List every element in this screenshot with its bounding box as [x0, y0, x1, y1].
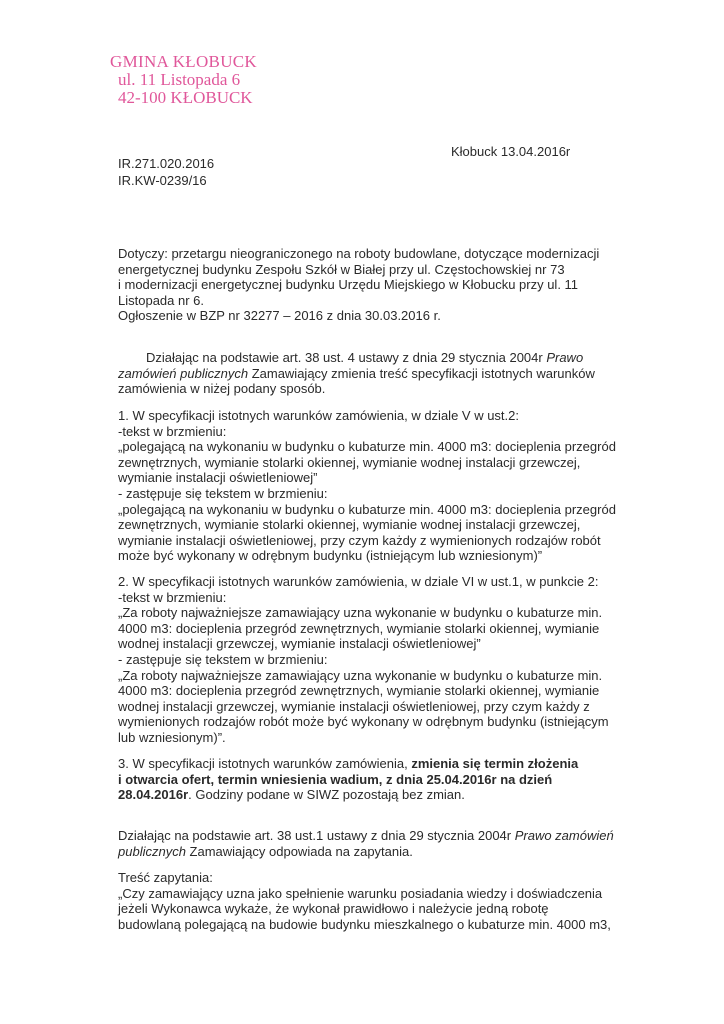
stamp-line-3: 42-100 KŁOBUCK	[118, 88, 253, 107]
question-line: „Czy zamawiający uzna jako spełnienie warunku posiadania wiedzy i doświadczenia	[118, 885, 603, 901]
subject-line: Dotyczy: przetargu nieograniczonego na roboty budowlane, dotyczące modernizacji	[118, 246, 600, 261]
point-2-line: wodnej instalacji grzewczej, wymianie instalacji oświetleniowej, przy czym każdy z	[118, 698, 590, 714]
point-2-paragraph	[118, 574, 638, 746]
point-1-line: zewnętrznych, wymianie stolarki okiennej, wymianie wodnej instalacji grzewczej,	[118, 454, 581, 470]
question-paragraph	[118, 870, 638, 932]
point-1-line: zewnętrznych, wymianie stolarki okiennej, wymianie wodnej instalacji grzewczej,	[118, 517, 581, 533]
question-line: budowlaną polegającą na budowie budynku mieszkalnego o kubaturze min. 4000 m3,	[118, 916, 611, 932]
point-1-paragraph	[118, 408, 638, 564]
point-3-emphasis: 28.04.2016r	[118, 787, 189, 803]
point-3-paragraph	[118, 756, 638, 803]
answer-line	[118, 828, 638, 844]
point-1-line: - zastępuje się tekstem w brzmieniu:	[118, 485, 328, 501]
point-2-line: „Za roboty najważniejsze zamawiający uzna wykonanie w budynku o kubaturze min.	[118, 605, 603, 621]
answer-paragraph	[118, 828, 638, 859]
stamp-line-2: ul. 11 Listopada 6	[118, 70, 241, 89]
point-2-line: wymienionych rodzajów robót może być wykonany w odrębnym budynku (istniejącym	[118, 714, 609, 730]
intro-act-title: zamówień publicznych	[118, 365, 249, 381]
subject-line: energetycznej budynku Zespołu Szkół w Białej przy ul. Częstochowskiej nr 73	[118, 261, 565, 277]
intro-act-title: Prawo	[546, 350, 584, 365]
subject-line: Ogłoszenie w BZP nr 32277 – 2016 z dnia 30.03.2016 r.	[118, 308, 441, 324]
point-2-line: 2. W specyfikacji istotnych warunków zamówienia, w dziale VI w ust.1, w punkcie 2:	[118, 574, 599, 589]
reference-number-2: IR.KW-0239/16	[118, 173, 207, 188]
point-1-line: „polegającą na wykonaniu w budynku o kubaturze min. 4000 m3: docieplenia przegród	[118, 501, 616, 517]
point-2-line: „Za roboty najważniejsze zamawiający uzna wykonanie w budynku o kubaturze min.	[118, 667, 603, 683]
municipality-stamp	[110, 53, 257, 107]
point-3-line	[118, 787, 638, 803]
intro-line	[118, 350, 638, 366]
point-3-text: . Godziny podane w SIWZ pozostają bez zmian.	[188, 787, 465, 803]
point-2-line: - zastępuje się tekstem w brzmieniu:	[118, 651, 328, 667]
point-2-line: 4000 m3: docieplenia przegród zewnętrznych, wymianie stolarki okiennej, wymianie	[118, 683, 600, 699]
subject-paragraph	[118, 246, 638, 324]
point-1-line: 1. W specyfikacji istotnych warunków zamówienia, w dziale V w ust.2:	[118, 408, 519, 423]
question-line: Treść zapytania:	[118, 870, 213, 885]
document-date: Kłobuck 13.04.2016r	[451, 144, 571, 159]
point-3-line	[118, 772, 638, 788]
point-1-line: „polegającą na wykonaniu w budynku o kubaturze min. 4000 m3: docieplenia przegród	[118, 439, 616, 455]
answer-act-title: Prawo zamówień	[514, 828, 614, 843]
point-2-line: -tekst w brzmieniu:	[118, 589, 227, 605]
point-3-emphasis: i otwarcia ofert, termin wniesienia wadium, z dnia 25.04.2016r na dzień	[118, 771, 553, 787]
point-2-line: lub wzniesionym)”.	[118, 729, 226, 745]
point-1-line: -tekst w brzmieniu:	[118, 423, 227, 439]
answer-line	[118, 844, 638, 860]
answer-text: Zamawiający odpowiada na zapytania.	[185, 843, 413, 859]
answer-text: Działając na podstawie art. 38 ust.1 ustawy z dnia 29 stycznia 2004r	[118, 828, 515, 843]
point-3-line	[118, 756, 638, 772]
intro-line: zamówienia w niżej podany sposób.	[118, 381, 326, 397]
point-2-line: 4000 m3: docieplenia przegród zewnętrznych, wymianie stolarki okiennej, wymianie	[118, 620, 600, 636]
question-line: jeżeli Wykonawca wykaże, że wykonał prawidłowo i należycie jedną robotę	[118, 901, 549, 917]
reference-number-1: IR.271.020.2016	[118, 156, 215, 171]
stamp-line-1: GMINA KŁOBUCK	[110, 52, 257, 71]
intro-paragraph	[118, 350, 638, 397]
point-1-line: wymianie instalacji oświetleniowej, przy czym każdy z wymienionych rodzajów robót	[118, 532, 601, 548]
intro-text: Działając na podstawie art. 38 ust. 4 ustawy z dnia 29 stycznia 2004r	[146, 350, 547, 365]
point-3-text: 3. W specyfikacji istotnych warunków zamówienia,	[118, 756, 412, 771]
answer-act-title: publicznych	[118, 843, 186, 859]
intro-text: Zamawiający zmienia treść specyfikacji istotnych warunków	[248, 365, 595, 381]
intro-line	[118, 366, 638, 382]
point-1-line: może być wykonany w odrębnym budynku (istniejącym lub wzniesionym)”	[118, 548, 543, 564]
point-1-line: wymianie instalacji oświetleniowej”	[118, 470, 318, 486]
subject-line: i modernizacji energetycznej budynku Urzędu Miejskiego w Kłobucku przy ul. 11	[118, 277, 579, 293]
subject-line: Listopada nr 6.	[118, 292, 205, 308]
point-3-emphasis: zmienia się termin złożenia	[411, 756, 579, 771]
point-2-line: wodnej instalacji grzewczej, wymianie instalacji oświetleniowej”	[118, 636, 481, 652]
